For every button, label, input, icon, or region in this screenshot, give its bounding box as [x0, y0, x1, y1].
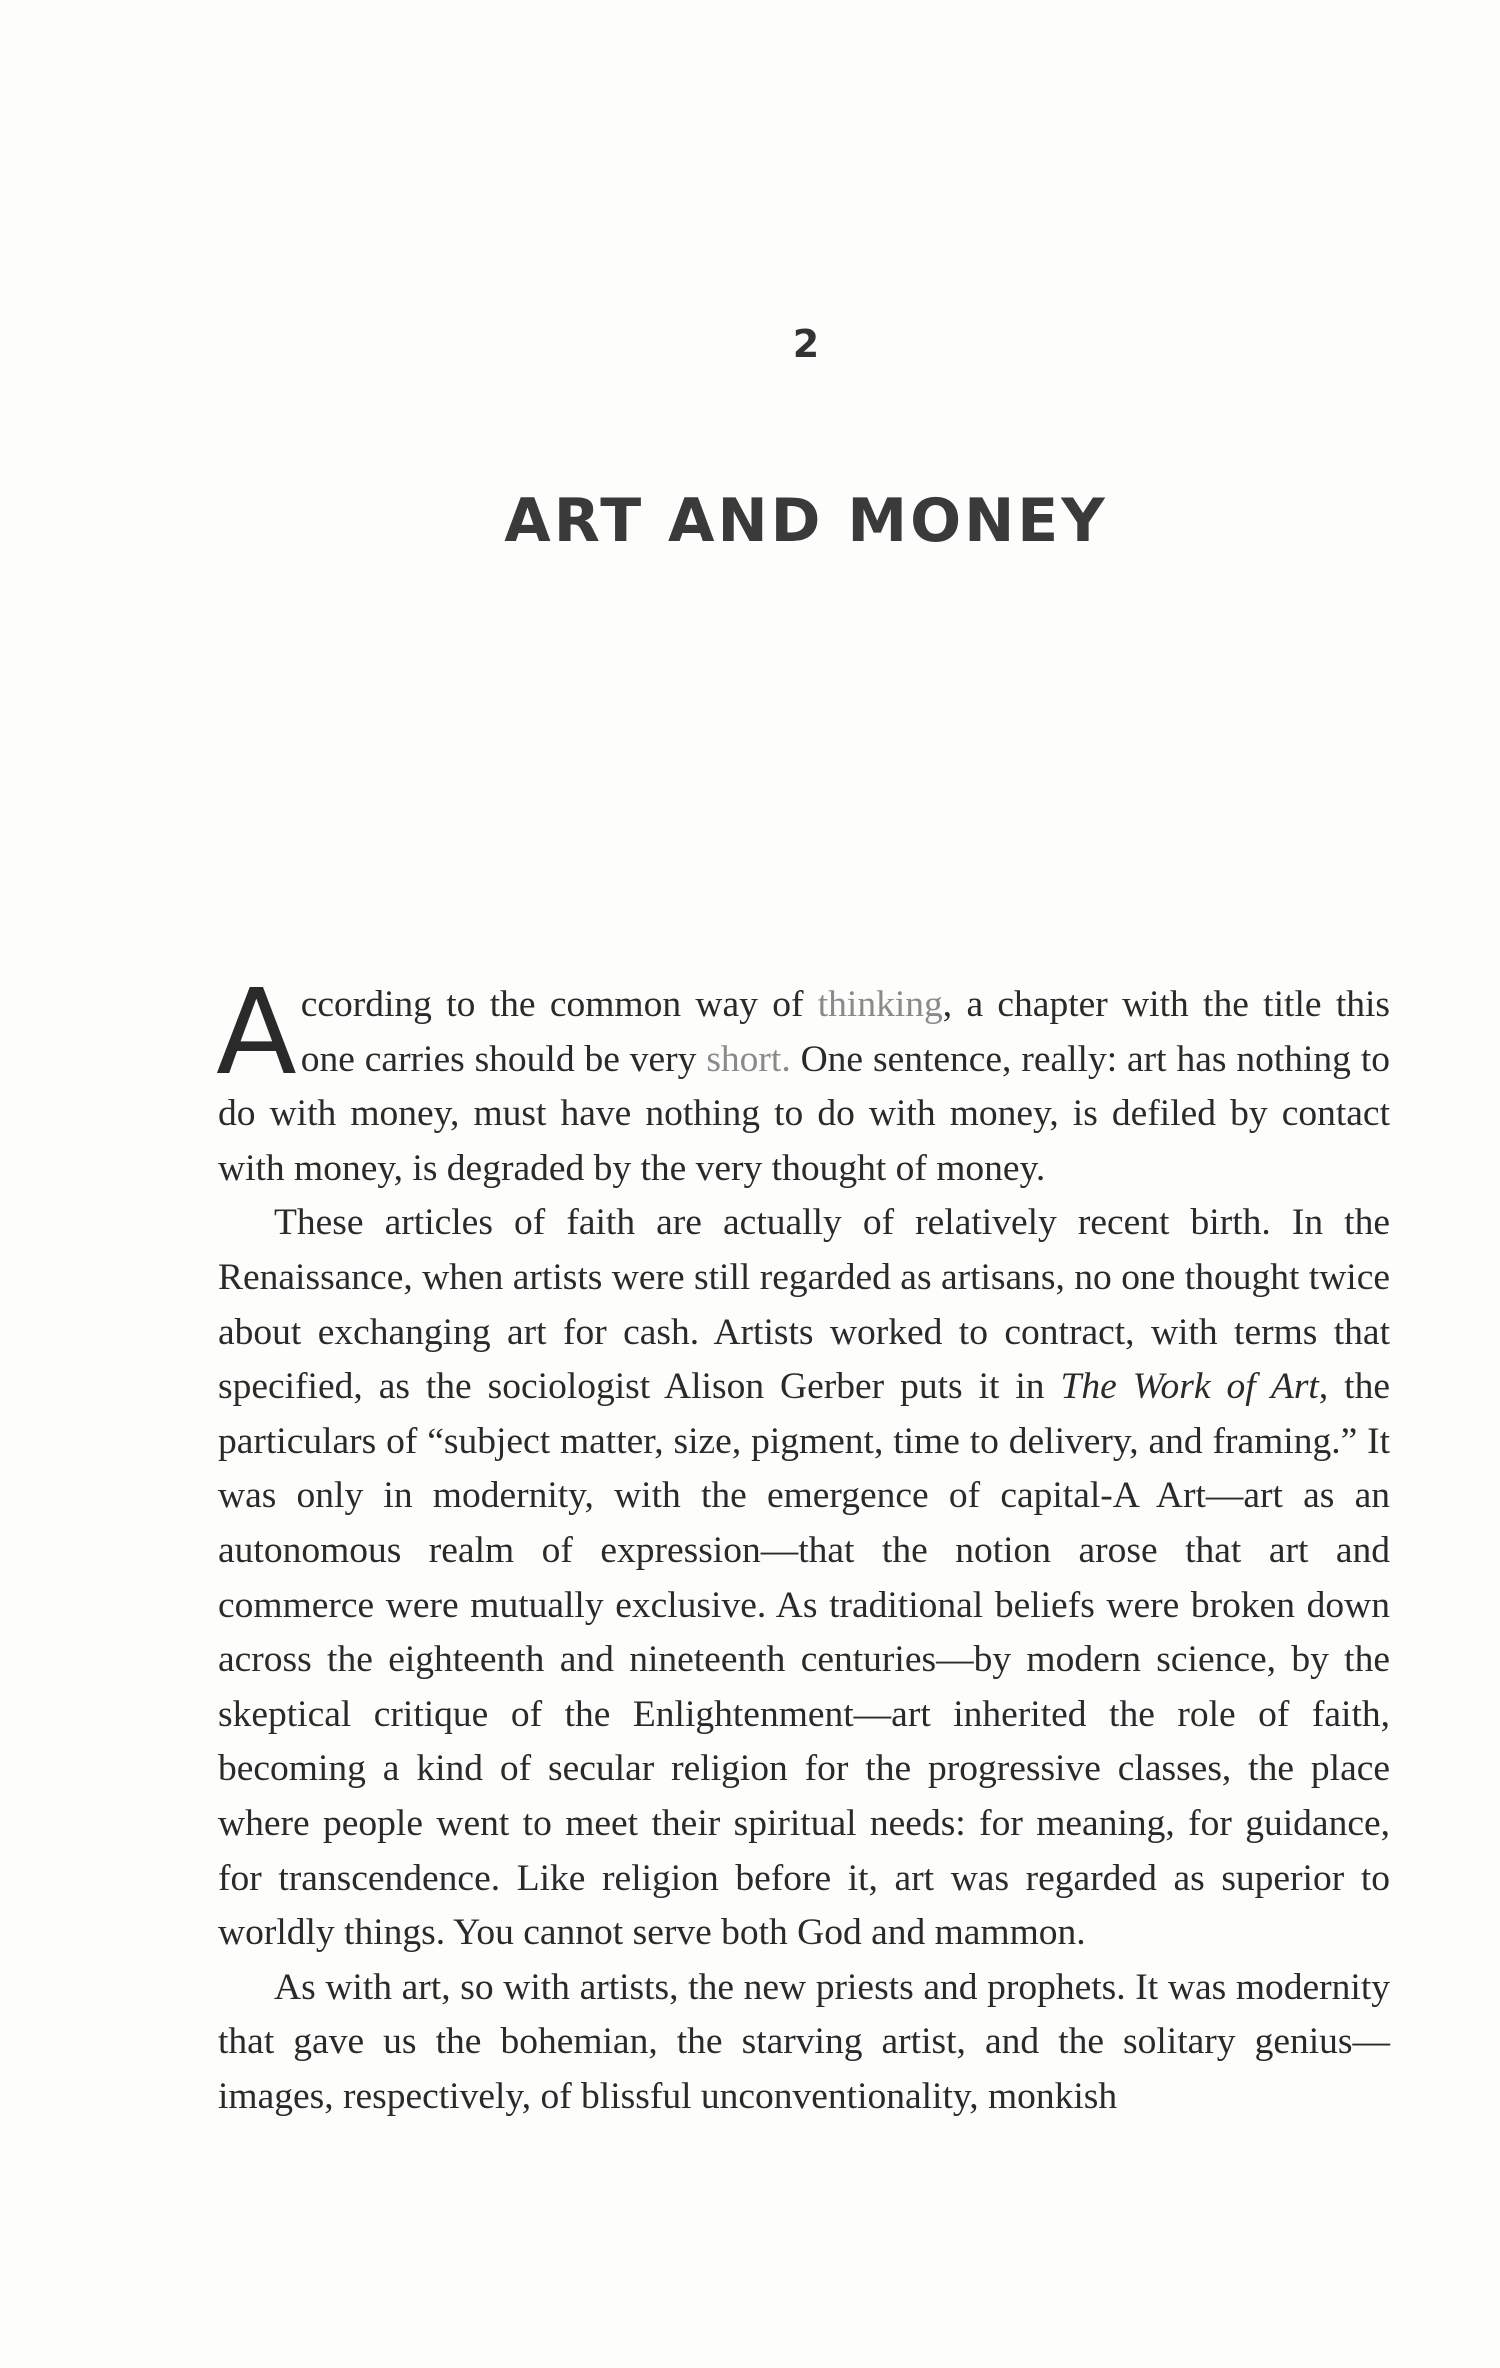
- paragraph-2: [218, 1196, 1390, 1960]
- chapter-body: [216, 963, 1390, 2124]
- paragraph-2-text-a: These articles of faith are actually of relatively recent birth. In the Renaissance, when artists were still regarded as artisans, no one thought twice about exchanging art for cash. Artists worked to contract, with terms that specified, as the sociologist Alison Gerber puts it in: [218, 1202, 1390, 1408]
- paragraph-1-faint-word-2: short.: [706, 1038, 791, 1080]
- paragraph-1-text-c: One sentence, really: art has nothing to do with money, must have nothing to do with money, is defiled by contact with money, is degraded by the very thought of money.: [218, 1038, 1390, 1189]
- paragraph-3: [218, 1961, 1390, 2125]
- chapter-number: 2: [792, 322, 820, 366]
- drop-cap: A: [216, 963, 297, 1101]
- paragraph-1-text-b: , a chapter with the title this one carries should be very: [300, 984, 1390, 1080]
- paragraph-1: [216, 963, 1390, 1196]
- paragraph-2-text-b: , the particulars of “subject matter, size, pigment, time to delivery, and framing.” It was only in modernity, with the emergence of capital-A Art—art as an autonomous realm of expression—that the notion arose that art and commerce were mutually exclusive. As traditional beliefs were broken down across the eighteenth and nineteenth centuries—by modern science, by the skeptical critique of the Enlightenment—art inherited the role of faith, becoming a kind of secular religion for the progressive classes, the place where people went to meet their spiritual needs: for meaning, for guidance, for transcendence. Like religion before it, art was regarded as superior to worldly things. You cannot serve both God and mammon.: [218, 1366, 1390, 1954]
- book-title-citation: The Work of Art: [1060, 1366, 1319, 1408]
- paragraph-3-text: As with art, so with artists, the new priests and prophets. It was modernity that gave us the bohemian, the starving artist, and the solitary genius—images, respectively, of blissful unconventionality, monkish: [218, 1966, 1390, 2117]
- paragraph-1-faint-word: thinking: [817, 984, 943, 1025]
- paragraph-1-text-a: ccording to the common way of: [300, 984, 818, 1025]
- chapter-title: ART AND MONEY: [504, 486, 1108, 556]
